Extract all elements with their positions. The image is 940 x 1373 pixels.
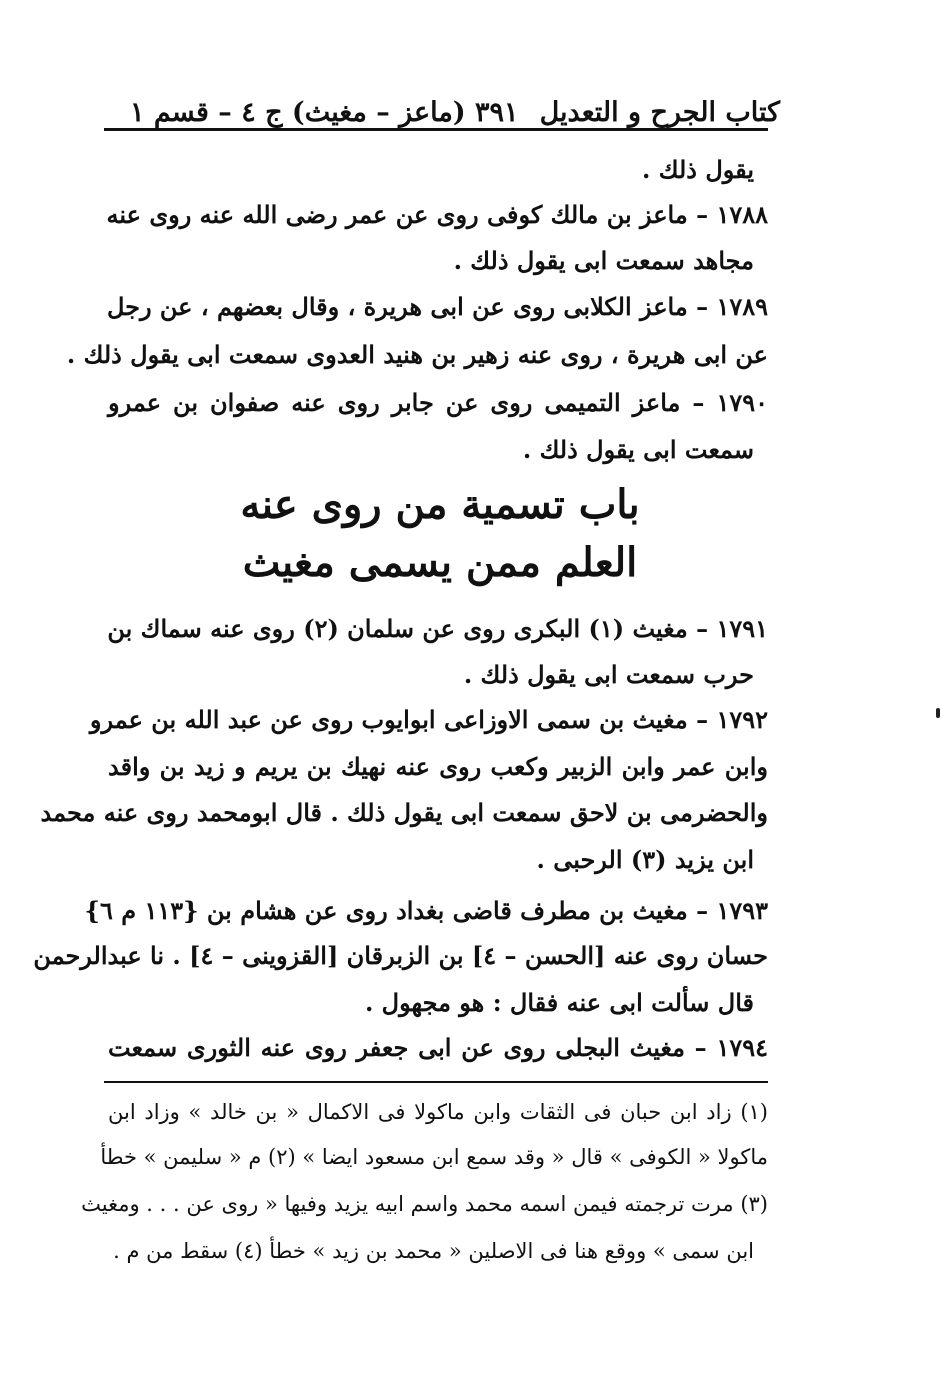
body-line: عن ابى هريرة ، روى عنه زهير بن هنيد العدوى سمعت ابى يقول ذلك . bbox=[66, 340, 768, 369]
book-title: كتاب الجرح و التعديل bbox=[539, 97, 780, 128]
section-heading-line-1: باب تسمية من روى عنه bbox=[240, 481, 640, 528]
entry-line: ١٧٩٤ – مغيث البجلى روى عن ابى جعفر روى عنه الثورى سمعت bbox=[108, 1033, 768, 1062]
scan-artifact bbox=[936, 708, 940, 718]
body-line: والحضرمى بن لاحق سمعت ابى يقول ذلك . قال ابومحمد روى عنه محمد bbox=[40, 798, 768, 827]
page-header bbox=[130, 78, 780, 128]
footnote-line: (٣) مرت ترجمته فيمن اسمه محمد واسم ابيه يزيد وفيها « روى عن . . . ومغيث bbox=[81, 1192, 768, 1216]
entry-line: ١٧٩٢ – مغيث بن سمى الاوزاعى ابوايوب روى عن عبد الله بن عمرو bbox=[89, 705, 768, 734]
body-line: وابن عمر وابن الزبير وكعب روى عنه نهيك بن يريم و زيد بن واقد bbox=[108, 752, 768, 781]
entry-line: ١٧٨٨ – ماعز بن مالك كوفى روى عن عمر رضى الله عنه روى عنه bbox=[106, 200, 768, 229]
body-line: يقول ذلك . bbox=[642, 155, 754, 184]
entry-line: ١٧٩٠ – ماعز التميمى روى عن جابر روى عنه صفوان بن عمرو bbox=[108, 388, 768, 417]
body-line: قال سألت ابى عنه فقال : هو مجهول . bbox=[364, 988, 754, 1017]
body-line: حسان روى عنه [الحسن – ٤] بن الزبرقان [القزوينى – ٤] . نا عبدالرحمن bbox=[33, 941, 768, 970]
entry-line: ١٧٩٣ – مغيث بن مطرف قاضى بغداد روى عن هشام بن {١١٣ م ٦} bbox=[84, 896, 768, 925]
footnote-line: ابن سمى » ووقع هنا فى الاصلين « محمد بن زيد » خطأ (٤) سقط من م . bbox=[113, 1239, 754, 1263]
entry-line: ١٧٩١ – مغيث (١) البكرى روى عن سلمان (٢) روى عنه سماك بن bbox=[107, 614, 768, 643]
footnote-rule bbox=[104, 1081, 768, 1083]
body-line: حرب سمعت ابى يقول ذلك . bbox=[463, 660, 754, 689]
footnote-line: ماكولا « الكوفى » قال « وقد سمع ابن مسعود ايضا » (٢) م « سليمن » خطأ bbox=[100, 1145, 768, 1169]
footnote-line: (١) زاد ابن حبان فى الثقات وابن ماكولا فى الاكمال « بن خالد » وزاد ابن bbox=[108, 1100, 768, 1124]
body-line: مجاهد سمعت ابى يقول ذلك . bbox=[453, 246, 754, 275]
section-heading-line-2: العلم ممن يسمى مغيث bbox=[242, 539, 638, 586]
page-info: ٣٩١ (ماعز – مغيث) ج ٤ – قسم ١ bbox=[130, 97, 519, 128]
body-line: ابن يزيد (٣) الرحبى . bbox=[536, 845, 754, 874]
entry-line: ١٧٨٩ – ماعز الكلابى روى عن ابى هريرة ، وقال بعضهم ، عن رجل bbox=[106, 292, 768, 321]
header-rule bbox=[104, 128, 768, 131]
body-line: سمعت ابى يقول ذلك . bbox=[522, 435, 754, 464]
